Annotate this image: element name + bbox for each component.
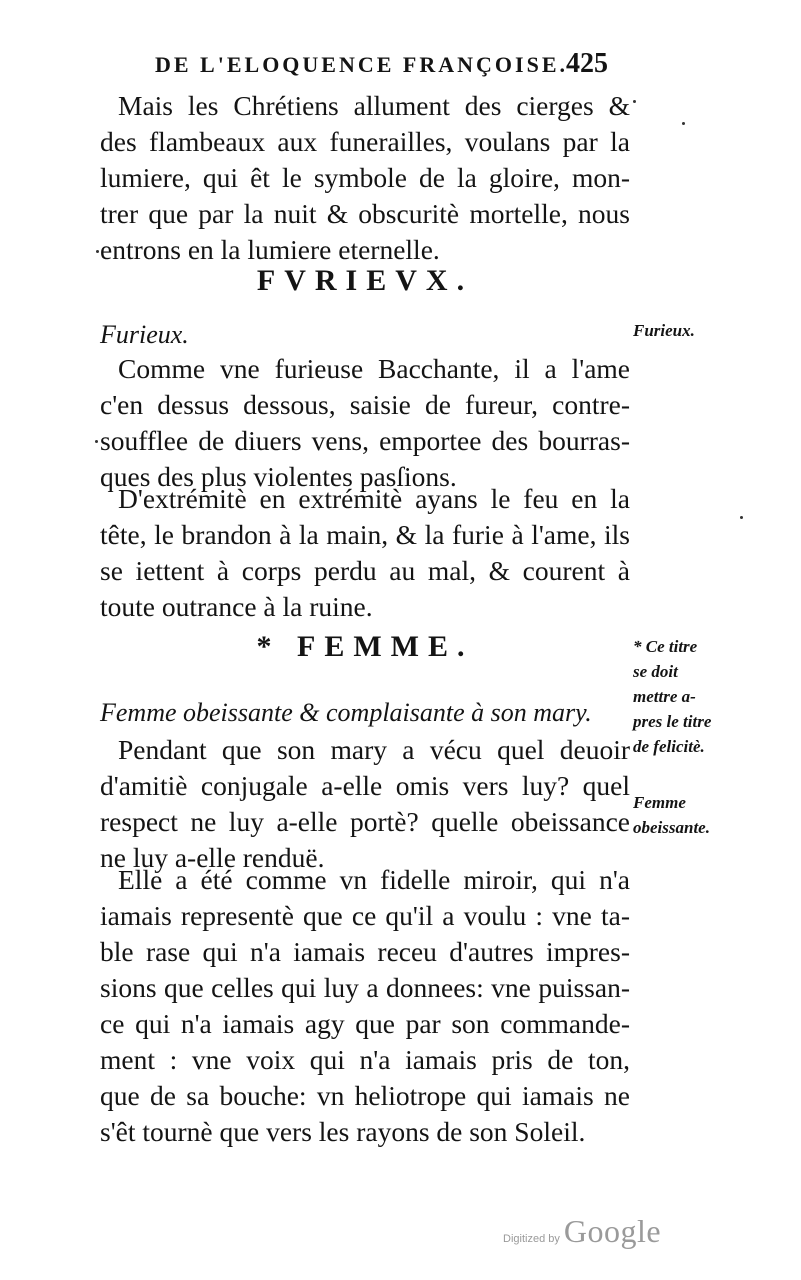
- text-line: s'êt tournè que vers les rayons de son Soleil.: [100, 1116, 586, 1147]
- margin-note-line: pres le titre: [633, 712, 712, 731]
- text-line: sions que celles qui luy a donnees: vne puissan-: [100, 972, 630, 1003]
- margin-note-femme-obeissante: [633, 790, 710, 840]
- text-line: Elle a été comme vn fidelle miroir, qui n'a: [118, 864, 630, 895]
- text-line: se iettent à corps perdu au mal, & courent à: [100, 555, 630, 586]
- text-line: iamais representè que ce qu'il a voulu : vne ta-: [100, 900, 630, 931]
- margin-note-line: se doit: [633, 662, 678, 681]
- text-line: ce qui n'a iamais agy que par son commande-: [100, 1008, 630, 1039]
- text-line: Mais les Chrétiens allument des cierges &: [118, 90, 630, 121]
- paragraph-furieux-b: [100, 481, 630, 625]
- subheading-femme: Femme obeissante & complaisante à son mary.: [100, 698, 592, 727]
- text-line: D'extrémitè en extrémitè ayans le feu en la: [118, 483, 630, 514]
- text-line: lumiere, qui êt le symbole de la gloire, mon-: [100, 162, 630, 193]
- subheading-furieux: Furieux.: [100, 320, 189, 349]
- margin-note-line: Femme: [633, 793, 686, 812]
- text-line: c'en dessus dessous, saisie de fureur, contre-: [100, 389, 630, 420]
- text-line: entrons en la lumiere eternelle.: [100, 234, 440, 265]
- page-number: 425: [566, 48, 608, 79]
- paragraph-femme-b: [100, 862, 630, 1150]
- scan-speck: [682, 122, 685, 125]
- scan-speck: [633, 100, 636, 103]
- text-line: respect ne luy a-elle portè? quelle obeissance: [100, 806, 630, 837]
- paragraph-furieux-a: [100, 351, 630, 495]
- text-line: ne luy a-elle renduë.: [100, 842, 325, 873]
- section-heading-femme: * FEMME.: [256, 630, 474, 663]
- text-line: toute outrance à la ruine.: [100, 591, 373, 622]
- paragraph-femme-a: [100, 732, 630, 876]
- text-line: ble rase qui n'a iamais receu d'autres impres-: [100, 936, 630, 967]
- google-logo: Google: [563, 1213, 662, 1249]
- margin-note-line: de felicitè.: [633, 737, 705, 756]
- digitized-by-label: Digitized by: [503, 1233, 560, 1245]
- text-line: des flambeaux aux funerailles, voulans par la: [100, 126, 630, 157]
- margin-note-furieux: Furieux.: [633, 321, 695, 340]
- text-line: Comme vne furieuse Bacchante, il a l'ame: [118, 353, 630, 384]
- scan-speck: [95, 440, 98, 443]
- text-line: ment : vne voix qui n'a iamais pris de ton,: [100, 1044, 630, 1075]
- margin-note-line: obeissante.: [633, 818, 710, 837]
- text-line: trer que par la nuit & obscuritè mortelle, nous: [100, 198, 630, 229]
- margin-note-line: mettre a-: [633, 687, 696, 706]
- text-line: tête, le brandon à la main, & la furie à l'ame, ils: [100, 519, 630, 550]
- text-line: que de sa bouche: vn heliotrope qui iamais ne: [100, 1080, 630, 1111]
- paragraph-opening: [100, 88, 630, 268]
- running-title: DE L'ELOQUENCE FRANÇOISE.: [155, 52, 569, 77]
- section-heading-furieux: FVRIEVX.: [256, 264, 474, 297]
- digitized-watermark: [503, 1213, 661, 1250]
- margin-note-title-placement: [633, 634, 711, 759]
- scan-speck: [96, 250, 99, 253]
- text-line: Pendant que son mary a vécu quel deuoir: [118, 734, 630, 765]
- text-line: soufflee de diuers vens, emportee des bourras-: [100, 425, 630, 456]
- scan-speck: [740, 516, 743, 519]
- margin-note-line: * Ce titre: [633, 637, 698, 656]
- text-line: ques des plus violentes pasſions.: [100, 461, 457, 492]
- text-line: d'amitiè conjugale a-elle omis vers luy? quel: [100, 770, 630, 801]
